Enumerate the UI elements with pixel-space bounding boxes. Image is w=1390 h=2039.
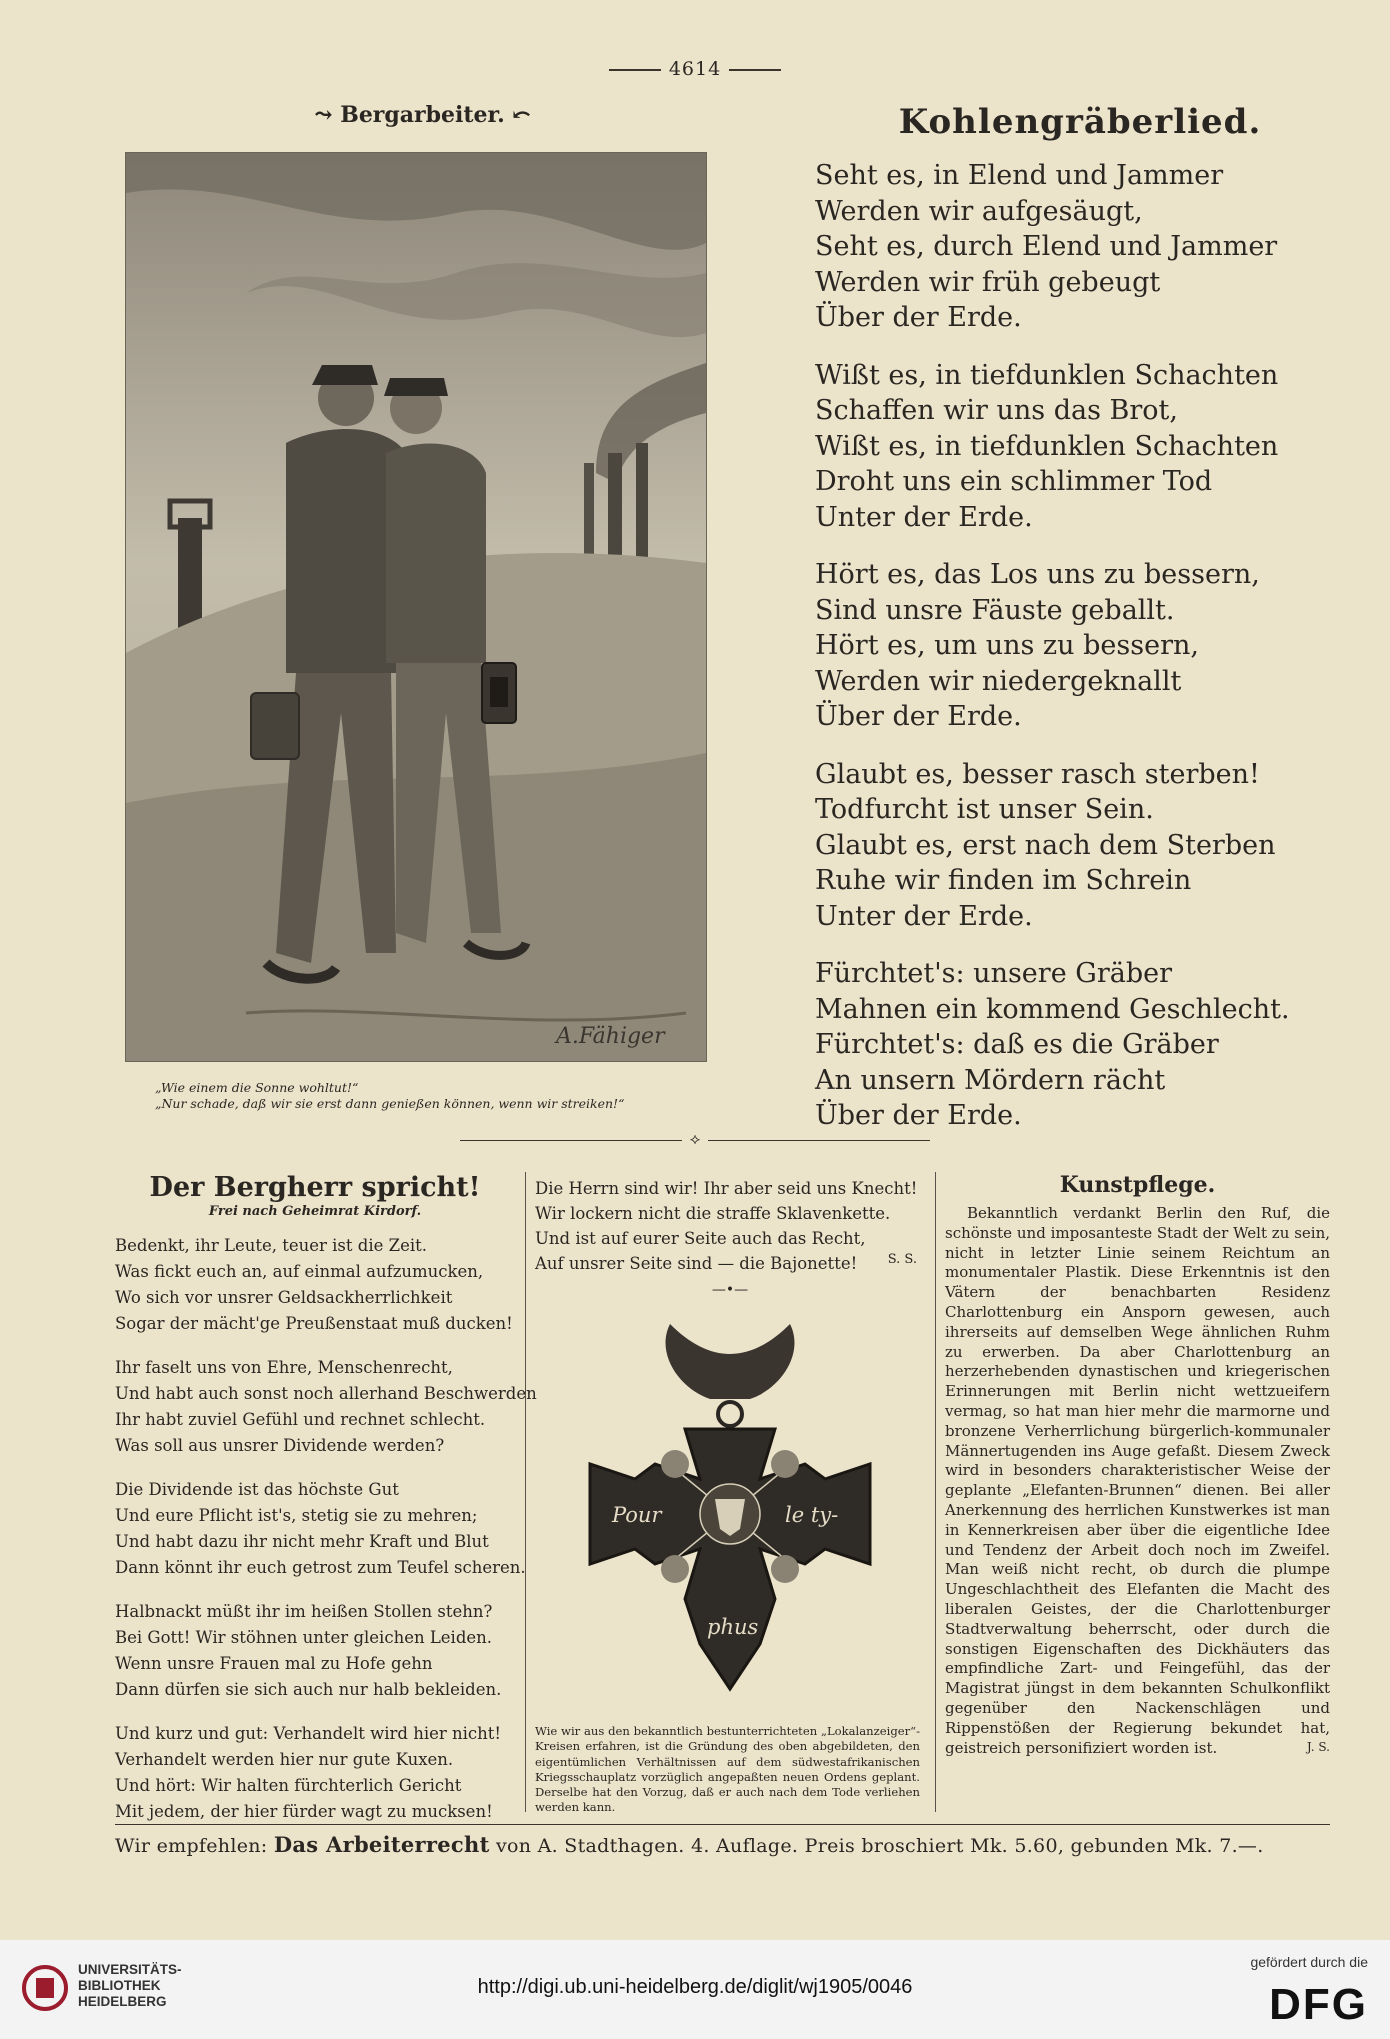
medal-text-bottom: phus [707,1615,759,1639]
bergherr-title: Der Bergherr spricht! [149,1172,481,1203]
artist-signature: A.Fähiger [556,1024,665,1049]
poem-stanza: Glaubt es, besser rasch sterben! Todfurcht ist unser Sein. Glaubt es, erst nach dem Sterben Ruhe wir finden im Schrein Unter der Erde. [815,758,1276,932]
bergherr-stanza: Die Dividende ist das höchste Gut Und eure Pflicht ist's, stetig sie zu mehren; Und habt dazu ihr nicht mehr Kraft und Blut Dann könnt ihr euch getrost zum Teufel scheren. [115,1480,526,1577]
bergherr-stanza: Ihr faselt uns von Ehre, Menschenrecht, Und habt auch sonst noch allerhand Beschwerden Ihr habt zuviel Gefühl und rechnet schlecht. Was soll aus unsrer Dividende werden? [115,1358,537,1455]
bergherr-line: Die Herrn sind wir! Ihr aber seid uns Knecht! [535,1179,918,1198]
column-divider [935,1172,936,1812]
page-number: 4614 [600,58,790,80]
bergherr-stanza: Und kurz und gut: Verhandelt wird hier nicht! Verhandelt werden hier nur gute Kuxen. Und hört: Wir halten fürchterlich Gericht Mit jedem, der hier fürder wagt zu mucksen! [115,1724,502,1821]
column-bergherr [115,1172,537,1843]
viewer-footer-bar [0,1940,1390,2039]
medal-caption: Wie wir aus den bekanntlich bestunterrichteten „Lokalanzeiger“-Kreisen erfahren, ist die Gründung des oben abgebildeten, den eigentümlichen Verhältnissen auf dem südwestafrikanischen Kriegsschauplatz vorzüglich angepaßten neuen Ordens geplant. Derselbe hat den Vorzug, daß er auch nach dem Tode verliehen werden kann. [535,1724,920,1815]
bergherr-line: Und ist auf eurer Seite auch das Recht, [535,1229,866,1248]
column-middle [535,1176,925,1815]
kunstpflege-text: Bekanntlich verdankt Berlin den Ruf, die schönste und imposanteste Stadt der Welt zu sein, nicht in letzter Linie seinem Reichtum an monumentaler Plastik. Diese Erkenntnis ist den Vätern der benachbarten Residenz Charlottenburg ein Ansporn gewesen, auch ihrerseits auf demselben Wege ähnlichen Ruhm zu erwerben. Da aber Charlottenburg an herzerhebenden dynastischen und kriegerischen Erinnerungen mit Berlin nicht wettzueifern vermag, so hat man hier mehr die marmorne und bronzene Verherrlichung bürgerlich-kommunaler Männertugenden ins Auge gefaßt. Diesem Zweck wird in besonders charakteristischer Weise der geplante „Elefanten-Brunnen“ dienen. Bei aller Anerkennung des herrlichen Kunstwerkes ist man in Kennerkreisen aber über die eigentliche Idee und Tendenz der Arbeit doch noch im Zweifel. Man weiß nicht recht, ob durch die plumpe Ungeschlachtheit des Elefanten die Macht des liberalen Geistes, der die Charlottenburger Stadtverwaltung beherrscht, oder durch die sonstigen Eigenschaften des Dickhäuters das empfindliche Zart- und Feingefühl, das der Magistrat jüngst in dem bekannten Schulkonflikt gegenüber den Nackenschlägen und Rippenstößen der Regierung bekundet hat, geistreich personifiziert worden ist. [945,1204,1330,1757]
small-divider: —•— [711,1282,749,1298]
poem-stanza: Hört es, das Los uns zu bessern, Sind unsre Fäuste geballt. Hört es, um uns zu bessern, Werden wir niedergeknallt Über der Erde. [815,559,1260,732]
bergherr-subtitle: Frei nach Geheimrat Kirdorf. [208,1204,422,1219]
bergherr-stanza: Halbnackt müßt ihr im heißen Stollen stehn? Bei Gott! Wir stöhnen unter gleichen Leiden. Wenn unsre Frauen mal zu Hofe gehn Dann dürfen sie sich auch nur halb bekleiden. [115,1602,502,1699]
poem-kohlengraeberlied [815,158,1290,1156]
column-divider [525,1172,526,1812]
kunstpflege-title: Kunstpflege. [1059,1172,1216,1198]
funding-label: gefördert durch die [1250,1954,1368,1970]
section-divider: ⟡ [460,1140,930,1161]
footer-advertisement: Wir empfehlen: Das Arbeiterrecht von A. Stadthagen. 4. Auflage. Preis broschiert Mk. 5.60, gebunden Mk. 7.—. [115,1832,1264,1857]
illustration-title: ⤳ Bergarbeiter. ⤺ [314,102,531,128]
kunstpflege-signature: J. S. [1306,1740,1330,1755]
footer-rule [115,1824,1330,1825]
bergherr-stanza: Bedenkt, ihr Leute, teuer ist die Zeit. Was fickt euch an, auf einmal aufzumucken, Wo sich vor unsrer Geldsackherrlichkeit Sogar der mächt'ge Preußenstaat muß ducken! [115,1236,513,1333]
poem-title: Kohlengräberlied. [898,102,1262,142]
medal-illustration [560,1304,900,1704]
poem-stanza: Fürchtet's: unsere Gräber Mahnen ein kommend Geschlecht. Fürchtet's: daß es die Gräber An unsern Mördern rächt Über der Erde. [815,958,1290,1131]
source-url[interactable]: http://digi.ub.uni-heidelberg.de/diglit/wj1905/0046 [477,1976,913,1998]
medal-text-left: Pour [612,1503,662,1527]
bergherr-line: Auf unsrer Seite sind — die Bajonette! [535,1254,858,1273]
medal-text-right: le ty- [785,1503,839,1527]
bergherr-signature: S. S. [887,1252,917,1267]
bergherr-line: Wir lockern nicht die straffe Sklavenkette. [535,1204,891,1223]
poem-stanza: Seht es, in Elend und Jammer Werden wir aufgesäugt, Seht es, durch Elend und Jammer Werden wir früh gebeugt Über der Erde. [815,160,1278,333]
miners-drawing [126,153,706,1061]
dfg-logo: DFG [1269,1980,1368,2029]
poem-stanza: Wißt es, in tiefdunklen Schachten Schaffen wir uns das Brot, Wißt es, in tiefdunklen Schachten Droht uns ein schlimmer Tod Unter der Erde. [815,359,1279,533]
column-kunstpflege [945,1172,1330,1757]
miners-illustration [125,152,707,1062]
illustration-caption: „Wie einem die Sonne wohltut!“ „Nur schade, daß wir sie erst dann genießen können, wenn wir streiken!“ [155,1080,625,1111]
library-name: UNIVERSITÄTS- BIBLIOTHEK HEIDELBERG [78,1962,182,2009]
